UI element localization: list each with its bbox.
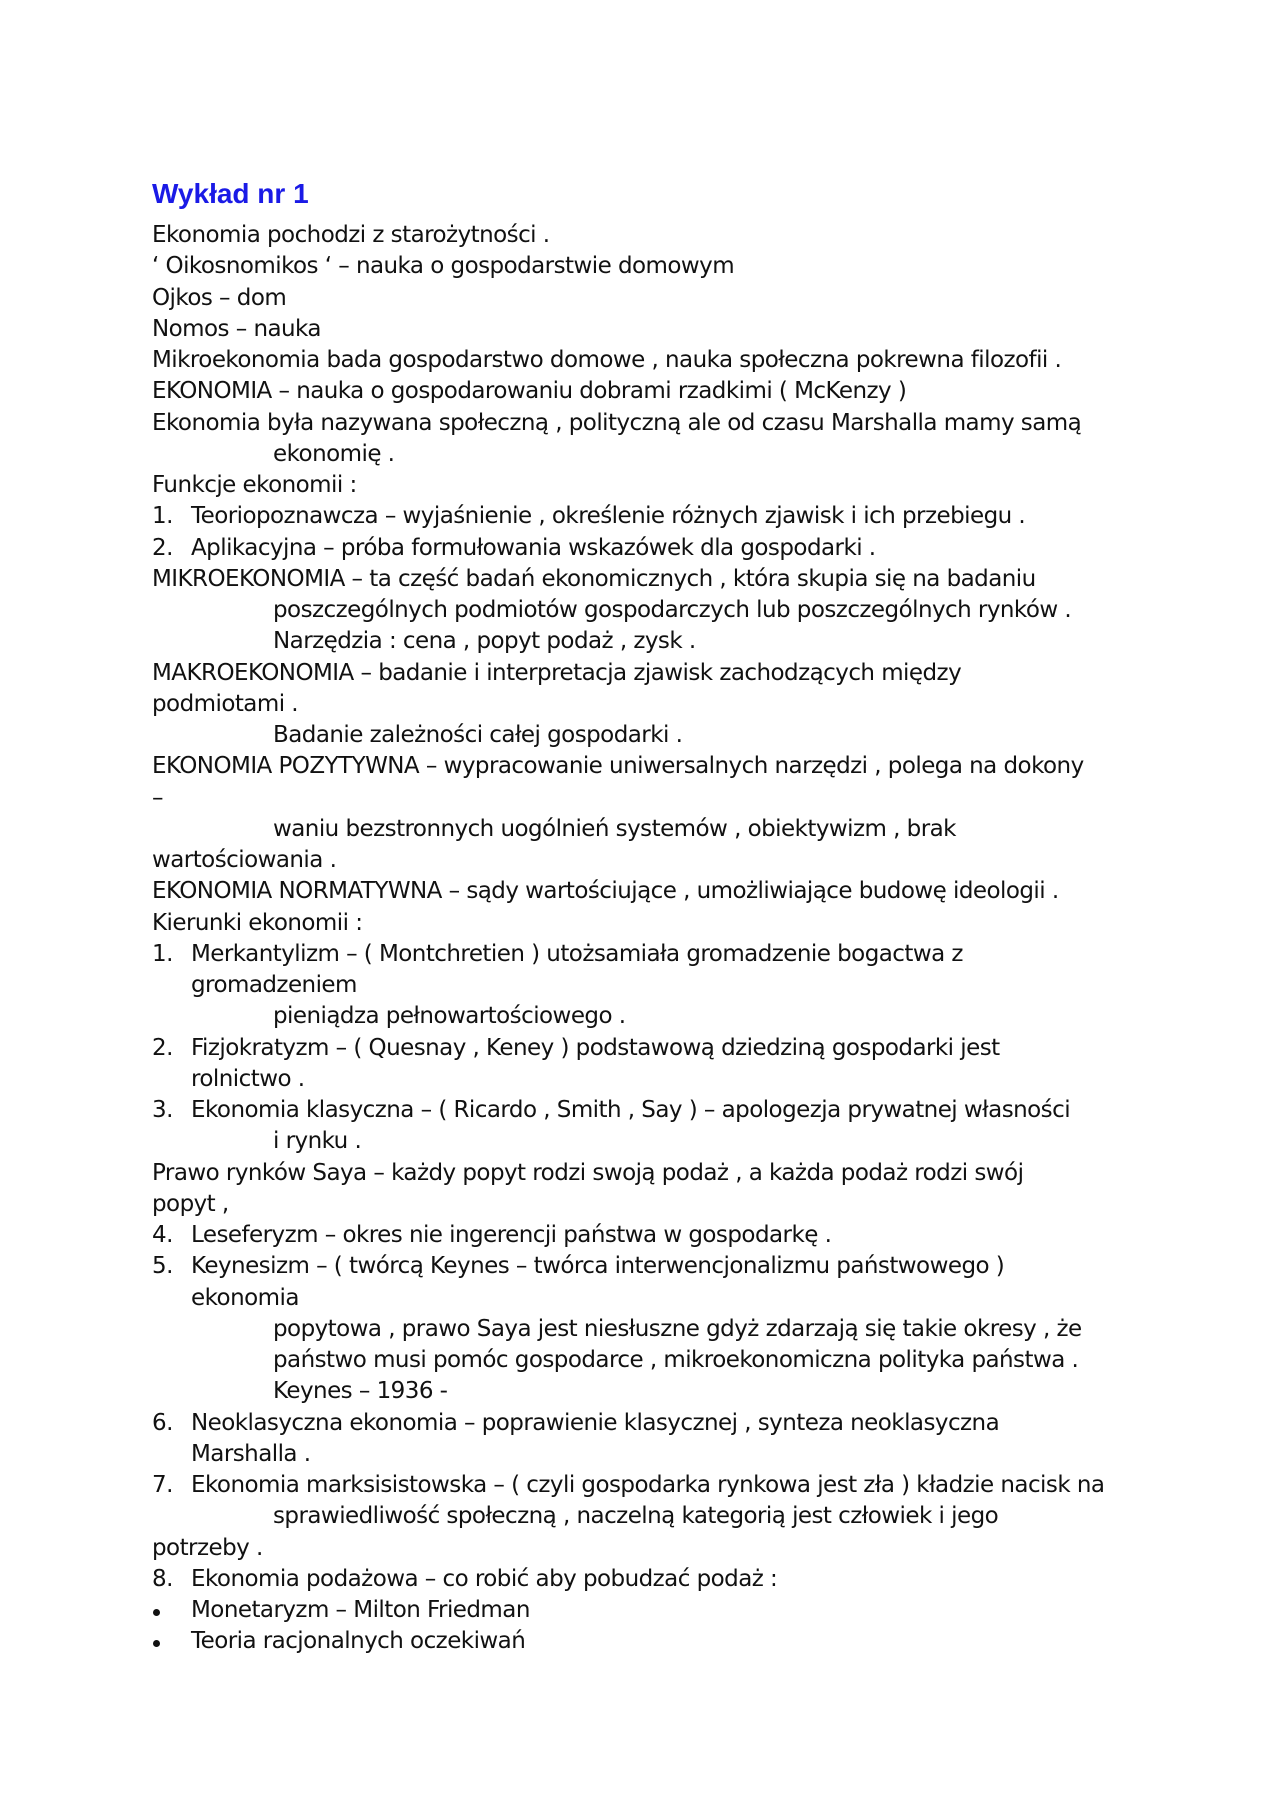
- text-line: [0, 595, 1280, 626]
- numbered-list-item: [0, 501, 1280, 532]
- line-text: EKONOMIA – nauka o gospodarowaniu dobrami rzadkimi ( McKenzy ): [152, 378, 907, 405]
- line-text: Narzędzia : cena , popyt podaż , zysk .: [273, 628, 696, 655]
- line-text: sprawiedliwość społeczną , naczelną kategorią jest człowiek i jego: [273, 1503, 999, 1530]
- list-number: 5.: [152, 1253, 173, 1280]
- page-title: Wykład nr 1: [152, 178, 309, 209]
- line-text: pieniądza pełnowartościowego .: [273, 1003, 626, 1030]
- line-text: podmiotami .: [152, 690, 299, 717]
- bullet-icon: [153, 1640, 160, 1647]
- text-line: [0, 908, 1280, 939]
- list-number: 7.: [152, 1472, 173, 1498]
- line-text: państwo musi pomóc gospodarce , mikroekonomiczna polityka państwa .: [273, 1347, 1079, 1373]
- text-line: [0, 314, 1280, 345]
- text-line: [0, 1314, 1280, 1345]
- line-text: Teoriopoznawcza – wyjaśnienie , określenie różnych zjawisk i ich przebiegu .: [191, 503, 1026, 530]
- line-text: Ekonomia marksisistowska – ( czyli gospodarka rynkowa jest zła ) kładzie nacisk na: [191, 1472, 1105, 1498]
- line-text: Funkcje ekonomii :: [152, 472, 357, 498]
- numbered-list-item: [0, 1564, 1280, 1595]
- bullet-icon: [153, 1609, 160, 1616]
- text-line: [0, 1501, 1280, 1532]
- line-text: Keynes – 1936 -: [273, 1378, 448, 1405]
- line-text: Merkantylizm – ( Montchretien ) utożsamiała gromadzenie bogactwa z: [191, 940, 963, 967]
- document-body: [0, 220, 1280, 1658]
- text-line: [0, 1283, 1280, 1314]
- numbered-list-item: [0, 533, 1280, 564]
- text-line: [0, 626, 1280, 657]
- line-text: EKONOMIA POZYTYWNA – wypracowanie uniwersalnych narzędzi , polega na dokony: [152, 753, 1084, 780]
- line-text: Monetaryzm – Milton Friedman: [191, 1597, 530, 1623]
- text-line: [0, 783, 1280, 814]
- line-text: ekonomię .: [273, 440, 395, 467]
- text-line: [0, 876, 1280, 907]
- line-text: Ekonomia pochodzi z starożytności .: [152, 222, 550, 248]
- line-text: potrzeby .: [152, 1534, 263, 1561]
- line-text: Kierunki ekonomii :: [152, 909, 363, 936]
- text-line: [0, 1158, 1280, 1189]
- text-line: [0, 1376, 1280, 1407]
- text-line: [0, 1345, 1280, 1376]
- line-text: ekonomia: [191, 1284, 299, 1311]
- line-text: i rynku .: [273, 1128, 362, 1155]
- line-text: –: [152, 784, 163, 811]
- text-line: [0, 283, 1280, 314]
- line-text: Ekonomia klasyczna – ( Ricardo , Smith , Say ) – apologezja prywatnej własności: [191, 1097, 1071, 1123]
- numbered-list-item: [0, 939, 1280, 970]
- line-text: wartościowania .: [152, 847, 337, 873]
- line-text: Fizjokratyzm – ( Quesnay , Keney ) podstawową dziedziną gospodarki jest: [191, 1034, 1000, 1061]
- bullet-list-item: [0, 1595, 1280, 1626]
- text-line: [0, 251, 1280, 282]
- text-line: [0, 814, 1280, 845]
- text-line: [0, 564, 1280, 595]
- numbered-list-item: [0, 1095, 1280, 1126]
- line-text: Leseferyzm – okres nie ingerencji państwa w gospodarkę .: [191, 1222, 832, 1248]
- text-line: [0, 720, 1280, 751]
- line-text: Keynesizm – ( twórcą Keynes – twórca interwencjonalizmu państwowego ): [191, 1253, 1005, 1280]
- list-number: 2.: [152, 534, 173, 561]
- text-line: [0, 1533, 1280, 1564]
- line-text: MAKROEKONOMIA – badanie i interpretacja zjawisk zachodzących między: [152, 659, 962, 686]
- text-line: [0, 376, 1280, 407]
- numbered-list-item: [0, 1251, 1280, 1282]
- line-text: ‘ Oikosnomikos ‘ – nauka o gospodarstwie domowym: [152, 253, 735, 280]
- numbered-list-item: [0, 1470, 1280, 1501]
- text-line: [0, 439, 1280, 470]
- line-text: Ojkos – dom: [152, 284, 287, 311]
- line-text: popyt ,: [152, 1190, 229, 1217]
- text-line: [0, 970, 1280, 1001]
- numbered-list-item: [0, 1033, 1280, 1064]
- line-text: Marshalla .: [191, 1440, 311, 1467]
- line-text: Teoria racjonalnych oczekiwań: [191, 1628, 526, 1655]
- text-line: [0, 1001, 1280, 1032]
- line-text: poszczególnych podmiotów gospodarczych lub poszczególnych rynków .: [273, 597, 1072, 623]
- text-line: [0, 1126, 1280, 1157]
- list-number: 2.: [152, 1034, 173, 1061]
- line-text: Mikroekonomia bada gospodarstwo domowe , nauka społeczna pokrewna filozofii .: [152, 347, 1062, 373]
- list-number: 3.: [152, 1097, 173, 1123]
- text-line: [0, 408, 1280, 439]
- text-line: [0, 751, 1280, 782]
- line-text: waniu bezstronnych uogólnień systemów , obiektywizm , brak: [273, 815, 956, 842]
- text-line: [0, 845, 1280, 876]
- line-text: popytowa , prawo Saya jest niesłuszne gdyż zdarzają się takie okresy , że: [273, 1315, 1082, 1342]
- line-text: gromadzeniem: [191, 972, 357, 998]
- text-line: [0, 1189, 1280, 1220]
- line-text: MIKROEKONOMIA – ta część badań ekonomicznych , która skupia się na badaniu: [152, 565, 1036, 592]
- line-text: Aplikacyjna – próba formułowania wskazówek dla gospodarki .: [191, 534, 876, 561]
- text-line: [0, 1439, 1280, 1470]
- bullet-list-item: [0, 1626, 1280, 1657]
- list-number: 4.: [152, 1222, 173, 1248]
- line-text: Ekonomia była nazywana społeczną , polityczną ale od czasu Marshalla mamy samą: [152, 409, 1082, 436]
- text-line: [0, 658, 1280, 689]
- text-line: [0, 1064, 1280, 1095]
- list-number: 1.: [152, 940, 173, 967]
- numbered-list-item: [0, 1220, 1280, 1251]
- line-text: EKONOMIA NORMATYWNA – sądy wartościujące , umożliwiające budowę ideologii .: [152, 878, 1059, 905]
- list-number: 6.: [152, 1409, 173, 1436]
- text-line: [0, 470, 1280, 501]
- text-line: [0, 689, 1280, 720]
- text-line: [0, 220, 1280, 251]
- line-text: Prawo rynków Saya – każdy popyt rodzi swoją podaż , a każda podaż rodzi swój: [152, 1159, 1024, 1186]
- numbered-list-item: [0, 1408, 1280, 1439]
- list-number: 1.: [152, 503, 173, 530]
- line-text: rolnictwo .: [191, 1065, 305, 1092]
- text-line: [0, 345, 1280, 376]
- line-text: Badanie zależności całej gospodarki .: [273, 722, 683, 748]
- line-text: Ekonomia podażowa – co robić aby pobudzać podaż :: [191, 1565, 778, 1592]
- list-number: 8.: [152, 1565, 173, 1592]
- line-text: Neoklasyczna ekonomia – poprawienie klasycznej , synteza neoklasyczna: [191, 1409, 1000, 1436]
- line-text: Nomos – nauka: [152, 315, 321, 342]
